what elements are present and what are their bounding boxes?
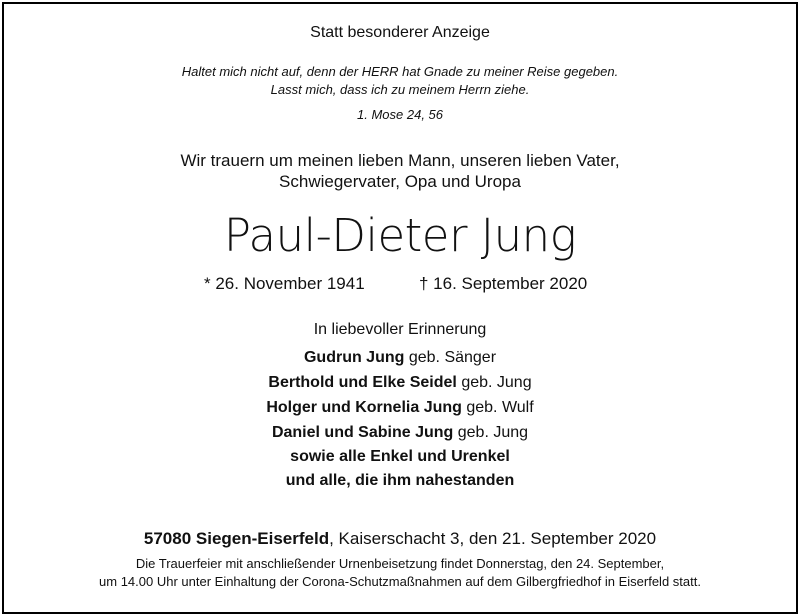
birth-date: * 26. November 1941 (204, 274, 365, 293)
address-place: 57080 Siegen-Eiserfeld (143, 529, 330, 548)
mourner-maiden-name: geb. Wulf (461, 399, 534, 416)
mourning-line-2: Schwiegervater, Opa und Uropa (279, 172, 521, 191)
mourner-entry (4, 399, 796, 417)
bible-verse-line-1: Haltet mich nicht auf, denn der HERR hat Gnade zu meiner Reise gegeben. (181, 64, 619, 79)
mourner-entry (4, 448, 796, 466)
memory-line: In liebevoller Erinnerung (313, 321, 487, 338)
obituary-notice (2, 2, 798, 614)
mourner-names: Daniel und Sabine Jung (271, 424, 454, 441)
funeral-note-line-1: Die Trauerfeier mit anschließender Urnenbeisetzung findet Donnerstag, den 24. September, (135, 556, 665, 571)
mourner-entry (4, 472, 796, 490)
mourning-line-1: Wir trauern um meinen lieben Mann, unseren lieben Vater, (180, 151, 620, 170)
bible-verse-reference: 1. Mose 24, 56 (357, 107, 443, 122)
mourner-names: und alle, die ihm nahestanden (285, 472, 515, 489)
funeral-note-line-2: um 14.00 Uhr unter Einhaltung der Corona-Schutzmaßnahmen auf dem Gilbergfriedhof in Eiserfeld statt. (99, 574, 701, 589)
mourner-names: Berthold und Elke Seidel (268, 374, 457, 391)
mourner-entry (4, 349, 796, 367)
mourner-entry (4, 374, 796, 392)
bible-verse-line-2: Lasst mich, dass ich zu meinem Herrn ziehe. (270, 82, 530, 97)
mourner-names: Holger und Kornelia Jung (266, 399, 462, 416)
deceased-name: Paul-Dieter Jung (223, 209, 577, 262)
mourner-entry (4, 424, 796, 442)
mourner-names: Gudrun Jung (303, 349, 405, 366)
death-date: † 16. September 2020 (419, 274, 588, 293)
address-line (4, 529, 796, 549)
mourner-names: sowie alle Enkel und Urenkel (290, 448, 510, 465)
address-details: , Kaiserschacht 3, den 21. September 2020 (329, 529, 657, 548)
mourner-maiden-name: geb. Jung (456, 374, 532, 391)
mourner-maiden-name: geb. Sänger (404, 349, 497, 366)
mourner-maiden-name: geb. Jung (453, 424, 529, 441)
notice-heading: Statt besonderer Anzeige (310, 24, 490, 41)
